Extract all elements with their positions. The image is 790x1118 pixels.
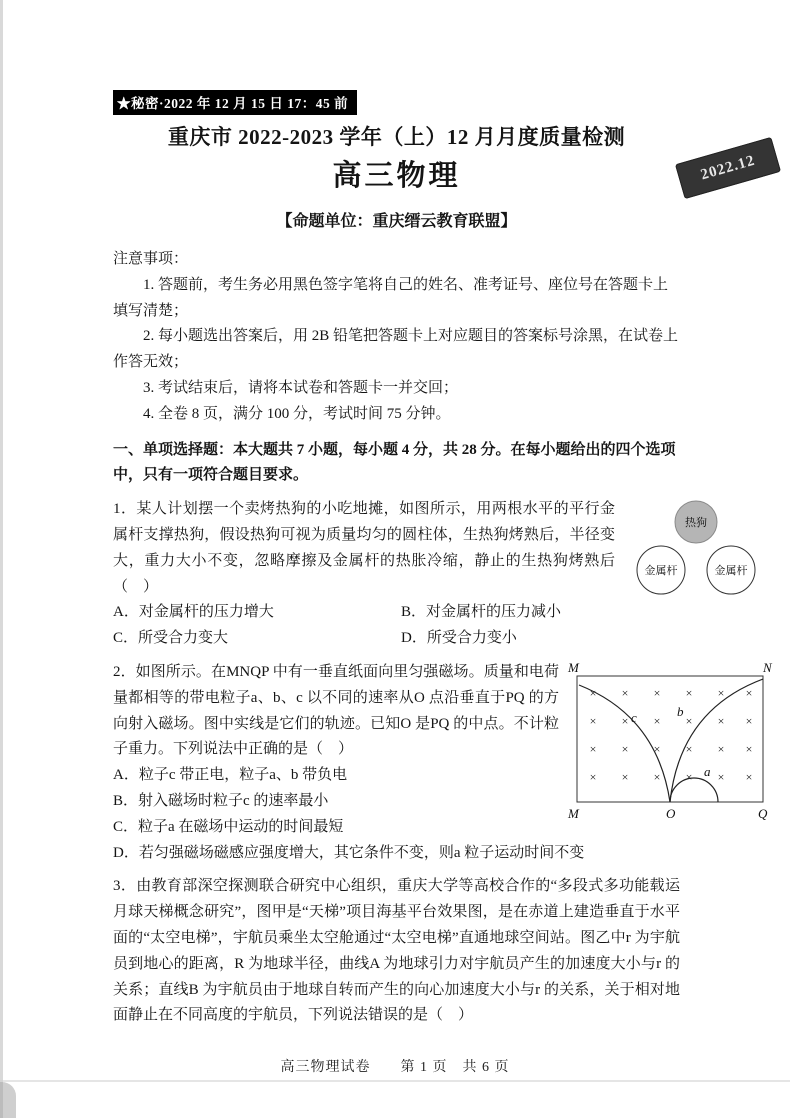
- field-into-page-mark: ×: [685, 713, 693, 728]
- exam-notes: [113, 247, 680, 428]
- corner-label-bottom-right: Q: [758, 805, 768, 821]
- corner-label-top-right: N: [763, 659, 772, 675]
- question-1-option-b: B．对金属杆的压力减小: [401, 604, 562, 621]
- exam-title: 重庆市 2022-2023 学年（上）12 月月度质量检测: [167, 125, 626, 149]
- field-into-page-mark: ×: [745, 713, 753, 728]
- field-into-page-mark: ×: [621, 685, 629, 700]
- field-into-page-mark: ×: [717, 769, 725, 784]
- question-1-option-d: D．所受合力变小: [401, 630, 517, 647]
- question-2-option-d: D．若匀强磁场磁感应强度增大，其它条件不变，则a 粒子运动时间不变: [113, 844, 585, 861]
- question-2-text: 2．如图所示。在MNQP 中有一垂直纸面向里匀强磁场。质量和电荷量都相等的带电粒子a、b、c 以不同的速率从O 点沿垂直于PQ 的方向射入磁场。图中实线是它们的轨迹。已知O 是PQ 的中点。不计粒子重力。下列说法中正确的是（ ）: [113, 663, 559, 758]
- question-2-option-c: C．粒子a 在磁场中运动的时间最短: [113, 818, 344, 835]
- field-into-page-mark: ×: [745, 685, 753, 700]
- note-item-3: 3. 考试结束后，请将本试卷和答题卡一并交回；: [143, 379, 459, 396]
- question-1-text: 1．某人计划摆一个卖烤热狗的小吃地摊，如图所示，用两根水平的平行金属杆支撑热狗，假设热狗可视为质量均匀的圆柱体，生热狗烤熟后，半径变大，重力大小不变，忽略摩擦及金属杆的热胀冷缩，静止的生热狗烤熟后（ ）: [113, 501, 615, 595]
- field-into-page-mark: ×: [653, 685, 661, 700]
- field-into-page-mark: ×: [589, 741, 597, 756]
- field-into-page-mark: ×: [745, 769, 753, 784]
- origin-label: O: [666, 805, 676, 821]
- question-3: [113, 874, 680, 1029]
- question-1: [113, 497, 748, 652]
- date-stamp: [675, 137, 781, 199]
- trajectory-b-label: b: [677, 703, 684, 719]
- field-into-page-mark: ×: [589, 685, 597, 700]
- field-into-page-mark: ×: [685, 741, 693, 756]
- date-stamp-text: 2022.12: [698, 152, 757, 183]
- corner-label-top-left: M: [568, 659, 579, 675]
- note-item-2: 2. 每小题选出答案后，用 2B 铅笔把答题卡上对应题目的答案标号涂黑，在试卷上作答无效；: [113, 328, 679, 371]
- proposer-unit-line: 【命题单位：重庆缙云教育联盟】: [276, 213, 517, 230]
- question-1-options: [113, 600, 615, 652]
- exam-subject-title: 高三物理: [332, 160, 461, 192]
- question-1-option-a: A．对金属杆的压力增大: [113, 604, 274, 621]
- field-into-page-mark: ×: [717, 685, 725, 700]
- field-into-page-mark: ×: [717, 713, 725, 728]
- question-1-option-c: C．所受合力变大: [113, 630, 229, 647]
- note-item-4: 4. 全卷 8 页，满分 100 分，考试时间 75 分钟。: [143, 405, 451, 422]
- trajectory-a-label: a: [704, 763, 711, 779]
- field-into-page-mark: ×: [589, 769, 597, 784]
- metal-rod-right-label: 金属杆: [714, 565, 748, 578]
- page-footer: 高三物理试卷 第 1 页 共 6 页: [280, 1060, 510, 1075]
- scan-edge-artifact: [0, 0, 3, 1118]
- question-2-option-b: B．射入磁场时粒子c 的速率最小: [113, 792, 329, 809]
- note-item-1: 1. 答题前，考生务必用黑色签字笔将自己的姓名、准考证号、座位号在答题卡上填写清楚；: [113, 276, 669, 319]
- section-1-heading: 一、单项选择题：本大题共 7 小题，每小题 4 分，共 28 分。在每小题给出的四个选项中，只有一项符合题目要求。: [113, 441, 676, 484]
- scan-line-artifact: [0, 1080, 790, 1082]
- question-2-option-a: A．粒子c 带正电，粒子a、b 带负电: [113, 767, 348, 784]
- field-into-page-mark: ×: [621, 769, 629, 784]
- field-into-page-mark: ×: [717, 741, 725, 756]
- trajectory-c-label: c: [631, 709, 637, 725]
- corner-label-bottom-left: M: [568, 805, 579, 821]
- field-region-border: [577, 676, 763, 802]
- question-3-text: 3．由教育部深空探测联合研究中心组织，重庆大学等高校合作的“多段式多功能载运月球天梯概念研究”，图甲是“天梯”项目海基平台效果图，是在赤道上建造垂直于水平面的“太空电梯”，宇航员乘坐太空舱通过“太空电梯”直通地球空间站。图乙中r 为宇航员到地心的距离，R 为地球半径，曲线A 为地球引力对宇航员产生的加速度大小与r 的关系；直线B 为宇航员由于地球自转而产生的向心加速度大小与r 的关系，关于相对地面静止在不同高度的宇航员，下列说法错误的是（ ）: [113, 878, 680, 1024]
- field-into-page-mark: ×: [589, 713, 597, 728]
- field-into-page-mark: ×: [685, 769, 693, 784]
- secret-banner: ★秘密·2022 年 12 月 15 日 17：45 前: [113, 90, 357, 115]
- field-into-page-mark: ×: [653, 741, 661, 756]
- question-1-figure: [625, 499, 775, 603]
- field-into-page-mark: ×: [621, 741, 629, 756]
- magnetic-field-diagram: [567, 660, 775, 824]
- scan-smudge-artifact: [0, 1082, 16, 1118]
- question-2-figure: [567, 660, 775, 824]
- hotdog-label: 热狗: [685, 517, 707, 530]
- field-into-page-mark: ×: [685, 685, 693, 700]
- field-into-page-mark: ×: [653, 713, 661, 728]
- field-into-page-mark: ×: [621, 713, 629, 728]
- notes-heading: 注意事项：: [113, 251, 189, 267]
- hotdog-stand-diagram: [625, 499, 775, 603]
- field-marks: [590, 686, 753, 784]
- field-into-page-mark: ×: [653, 769, 661, 784]
- metal-rod-left-label: 金属杆: [644, 565, 678, 578]
- trajectory-a-path: [670, 778, 718, 802]
- field-into-page-mark: ×: [745, 741, 753, 756]
- question-2: [113, 659, 772, 866]
